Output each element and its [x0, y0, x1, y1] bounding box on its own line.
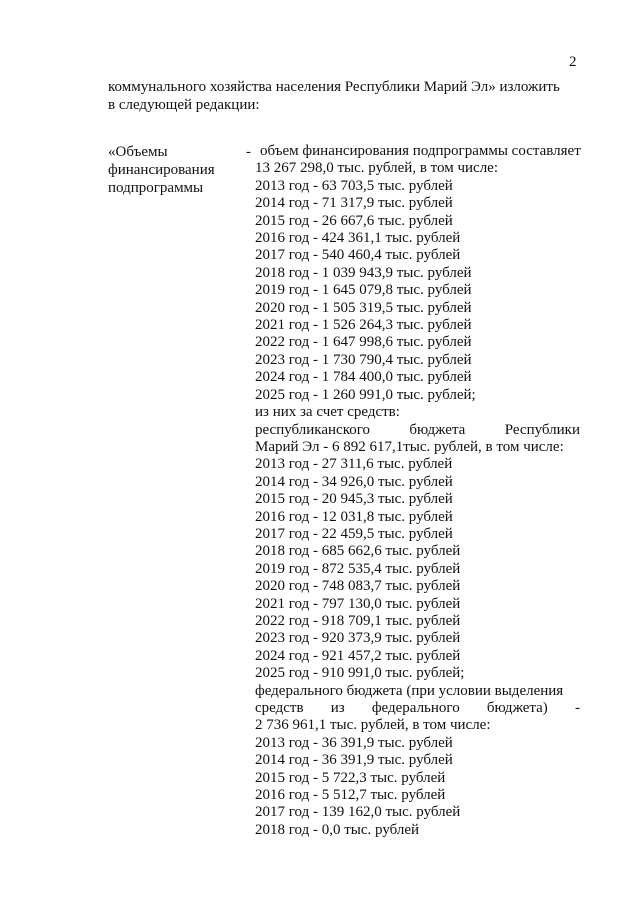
label-line: подпрограммы [108, 180, 204, 196]
year-line: 2017 год - 540 460,4 тыс. рублей [255, 247, 461, 264]
body-line: 13 267 298,0 тыс. рублей, в том числе: [255, 160, 499, 177]
intro-paragraph [108, 78, 578, 114]
label-line: «Объемы [108, 144, 168, 160]
year-line: 2022 год - 1 647 998,6 тыс. рублей [255, 334, 472, 351]
year-line: 2019 год - 1 645 079,8 тыс. рублей [255, 282, 472, 299]
year-line: 2024 год - 921 457,2 тыс. рублей [255, 647, 461, 664]
year-line: 2025 год - 1 260 991,0 тыс. рублей; [255, 386, 476, 403]
year-line: 2015 год - 5 722,3 тыс. рублей [255, 769, 446, 786]
dash-separator: - [246, 144, 251, 160]
intro-line: коммунального хозяйства населения Республики Марий Эл» изложить [108, 79, 560, 95]
year-line: 2025 год - 910 991,0 тыс. рублей; [255, 665, 465, 682]
year-line: 2013 год - 63 703,5 тыс. рублей [255, 177, 453, 194]
word: Республики [504, 421, 580, 438]
year-line: 2016 год - 5 512,7 тыс. рублей [255, 787, 446, 804]
section-label [108, 143, 243, 197]
body-line: федерального бюджета (при условии выделения [255, 682, 564, 699]
year-line: 2021 год - 1 526 264,3 тыс. рублей [255, 317, 472, 334]
year-line: 2017 год - 22 459,5 тыс. рублей [255, 525, 453, 542]
year-line: 2018 год - 685 662,6 тыс. рублей [255, 543, 461, 560]
word: - [574, 700, 580, 716]
year-line: 2014 год - 34 926,0 тыс. рублей [255, 473, 453, 490]
word: средств [255, 700, 304, 716]
word: республиканского [255, 421, 370, 438]
year-line: 2014 год - 36 391,9 тыс. рублей [255, 752, 453, 769]
year-line: 2017 год - 139 162,0 тыс. рублей [255, 804, 461, 821]
year-line: 2021 год - 797 130,0 тыс. рублей [255, 595, 461, 612]
word: из [330, 700, 345, 716]
label-line: финансирования [108, 162, 215, 178]
body-line: объем финансирования подпрограммы составляет [260, 143, 581, 159]
year-line: 2020 год - 748 083,7 тыс. рублей [255, 578, 461, 595]
intro-line: в следующей редакции: [108, 97, 260, 113]
year-line: 2022 год - 918 709,1 тыс. рублей [255, 612, 461, 629]
page-number: 2 [569, 54, 577, 70]
year-line: 2013 год - 27 311,6 тыс. рублей [255, 456, 453, 473]
year-line: 2020 год - 1 505 319,5 тыс. рублей [255, 299, 472, 316]
year-line: 2016 год - 424 361,1 тыс. рублей [255, 230, 461, 247]
word: федерального [371, 700, 460, 716]
word: бюджета [409, 421, 466, 438]
year-line: 2018 год - 1 039 943,9 тыс. рублей [255, 264, 472, 281]
year-line: 2015 год - 20 945,3 тыс. рублей [255, 491, 453, 508]
year-line: 2014 год - 71 317,9 тыс. рублей [255, 195, 453, 212]
body-line: 2 736 961,1 тыс. рублей, в том числе: [255, 717, 491, 734]
year-line: 2013 год - 36 391,9 тыс. рублей [255, 734, 453, 751]
year-line: 2016 год - 12 031,8 тыс. рублей [255, 508, 453, 525]
body-line: Марий Эл - 6 892 617,1тыс. рублей, в том числе: [255, 438, 564, 455]
year-line: 2023 год - 1 730 790,4 тыс. рублей [255, 351, 472, 368]
year-line: 2024 год - 1 784 400,0 тыс. рублей [255, 369, 472, 386]
word: бюджета) [486, 700, 548, 716]
body-line: из них за счет средств: [255, 404, 400, 421]
year-line: 2018 год - 0,0 тыс. рублей [255, 821, 420, 838]
financing-body [255, 143, 580, 839]
year-line: 2015 год - 26 667,6 тыс. рублей [255, 212, 453, 229]
federal-heading [255, 700, 580, 717]
republic-heading [255, 422, 580, 439]
year-line: 2023 год - 920 373,9 тыс. рублей [255, 630, 461, 647]
year-line: 2019 год - 872 535,4 тыс. рублей [255, 560, 461, 577]
